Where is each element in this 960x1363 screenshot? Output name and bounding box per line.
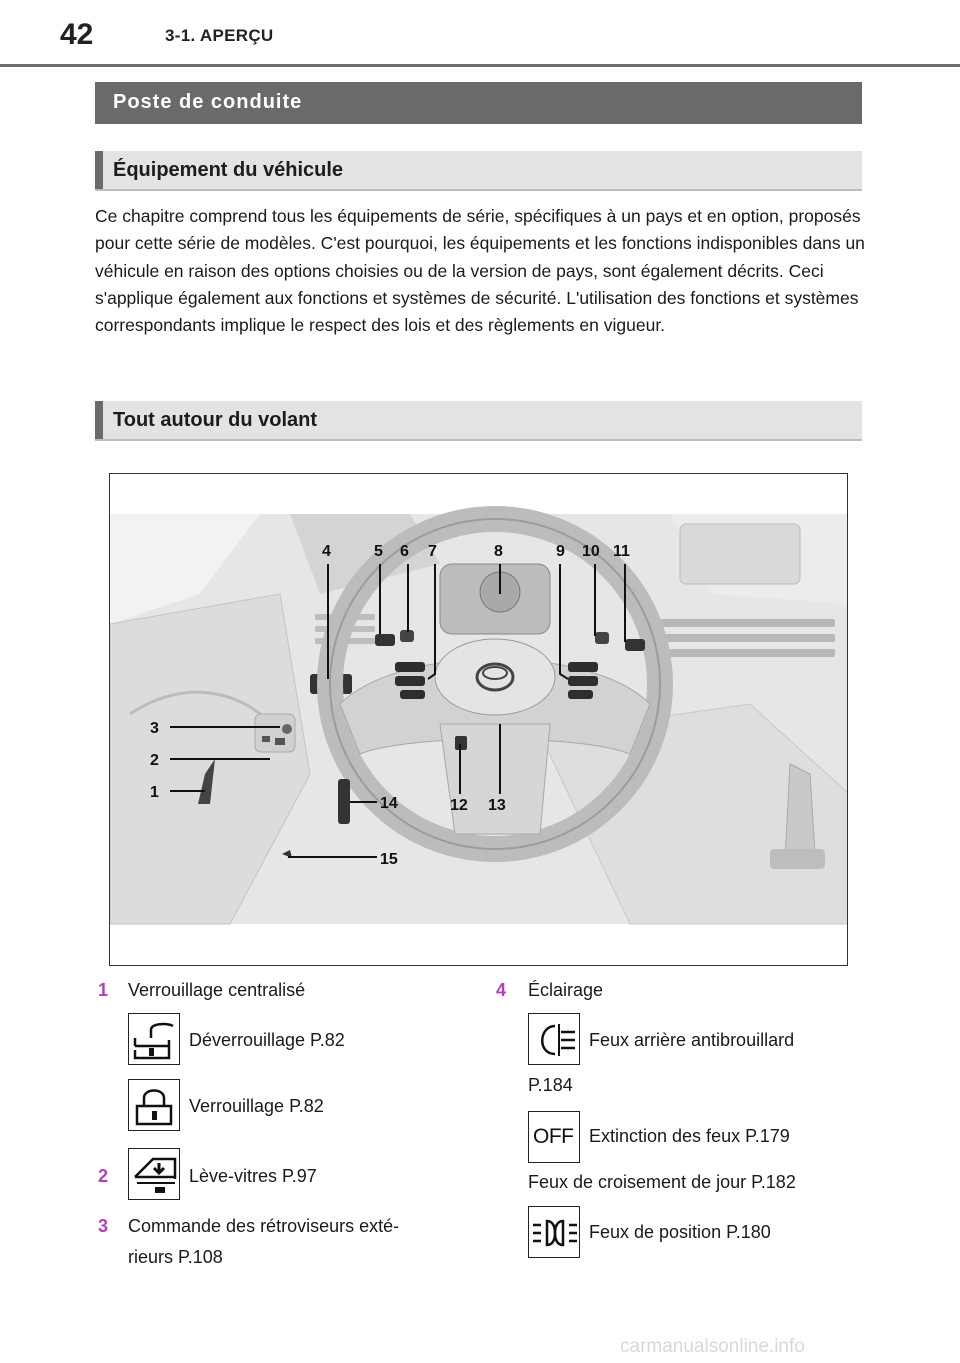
callout-1: 1 [150, 784, 159, 801]
section-title-bar [95, 82, 862, 124]
footer-watermark: carmanualsonline.info [620, 1336, 805, 1357]
position-lights-icon [528, 1206, 580, 1258]
callout-11: 11 [613, 543, 630, 560]
legend-number-4: 4 [496, 980, 507, 1000]
rear-fog-text: Feux arrière antibrouillard [589, 1030, 795, 1050]
callout-13: 13 [488, 797, 506, 814]
rear-fog-icon [528, 1013, 580, 1065]
callout-6: 6 [400, 543, 409, 560]
callout-10: 10 [582, 543, 600, 560]
mirror-text-line1: Commande des rétroviseurs exté- [128, 1216, 400, 1236]
position-lights-text: Feux de position P.180 [589, 1222, 771, 1242]
callout-15: 15 [380, 851, 398, 868]
callout-labels [110, 474, 848, 966]
subsection-bar-steering [95, 401, 862, 441]
page-header [0, 0, 960, 64]
callout-2: 2 [150, 752, 159, 769]
callout-8: 8 [494, 543, 503, 560]
callout-3: 3 [150, 720, 159, 737]
callout-12: 12 [450, 797, 468, 814]
header-rule [0, 64, 960, 67]
intro-paragraph: Ce chapitre comprend tous les équipements de série, spécifiques à un pays et en option, proposés pour cette série de modèles. C'est pourquoi, les équipements et les fonctions indisponibles dans un véhicule en raison des options choisies ou de la version de pays, sont également décrits. Ceci s'applique également aux fonctions et systèmes de sécurité. L'utilisation des fonctions et systèmes correspondants implique le respect des lois et des règlements en vigueur. [95, 206, 865, 336]
lights-off-text: Extinction des feux P.179 [589, 1126, 790, 1146]
lock-icon [128, 1079, 180, 1131]
legend-number-3: 3 [98, 1216, 109, 1236]
lights-off-icon-text: OFF [533, 1125, 574, 1148]
section-title: Poste de conduite [113, 91, 303, 113]
subsection-title-steering: Tout autour du volant [113, 409, 318, 431]
unlock-icon [128, 1013, 180, 1065]
legend-label-4: Éclairage [528, 980, 604, 1000]
callout-9: 9 [556, 543, 565, 560]
power-window-icon [128, 1148, 180, 1200]
legend-number-1: 1 [98, 980, 109, 1000]
callout-5: 5 [374, 543, 383, 560]
legend-label-1: Verrouillage centralisé [128, 980, 306, 1000]
callout-7: 7 [428, 543, 437, 560]
legend-number-2: 2 [98, 1166, 109, 1186]
chapter-title: 3-1. APERÇU [165, 26, 274, 45]
drl-text: Feux de croisement de jour P.182 [528, 1172, 796, 1192]
subsection-title-equipment: Équipement du véhicule [113, 159, 344, 181]
mirror-text-line2: rieurs P.108 [128, 1247, 223, 1267]
callout-4: 4 [322, 543, 331, 560]
unlock-text: Déverrouillage P.82 [189, 1030, 345, 1050]
power-window-text: Lève-vitres P.97 [189, 1166, 317, 1186]
lights-off-icon [528, 1111, 580, 1163]
lock-text: Verrouillage P.82 [189, 1096, 324, 1116]
subsection-bar-equipment [95, 151, 862, 191]
rear-fog-ref: P.184 [528, 1075, 573, 1095]
dashboard-figure [109, 473, 848, 966]
callout-14: 14 [380, 795, 398, 812]
page-number: 42 [60, 18, 94, 51]
